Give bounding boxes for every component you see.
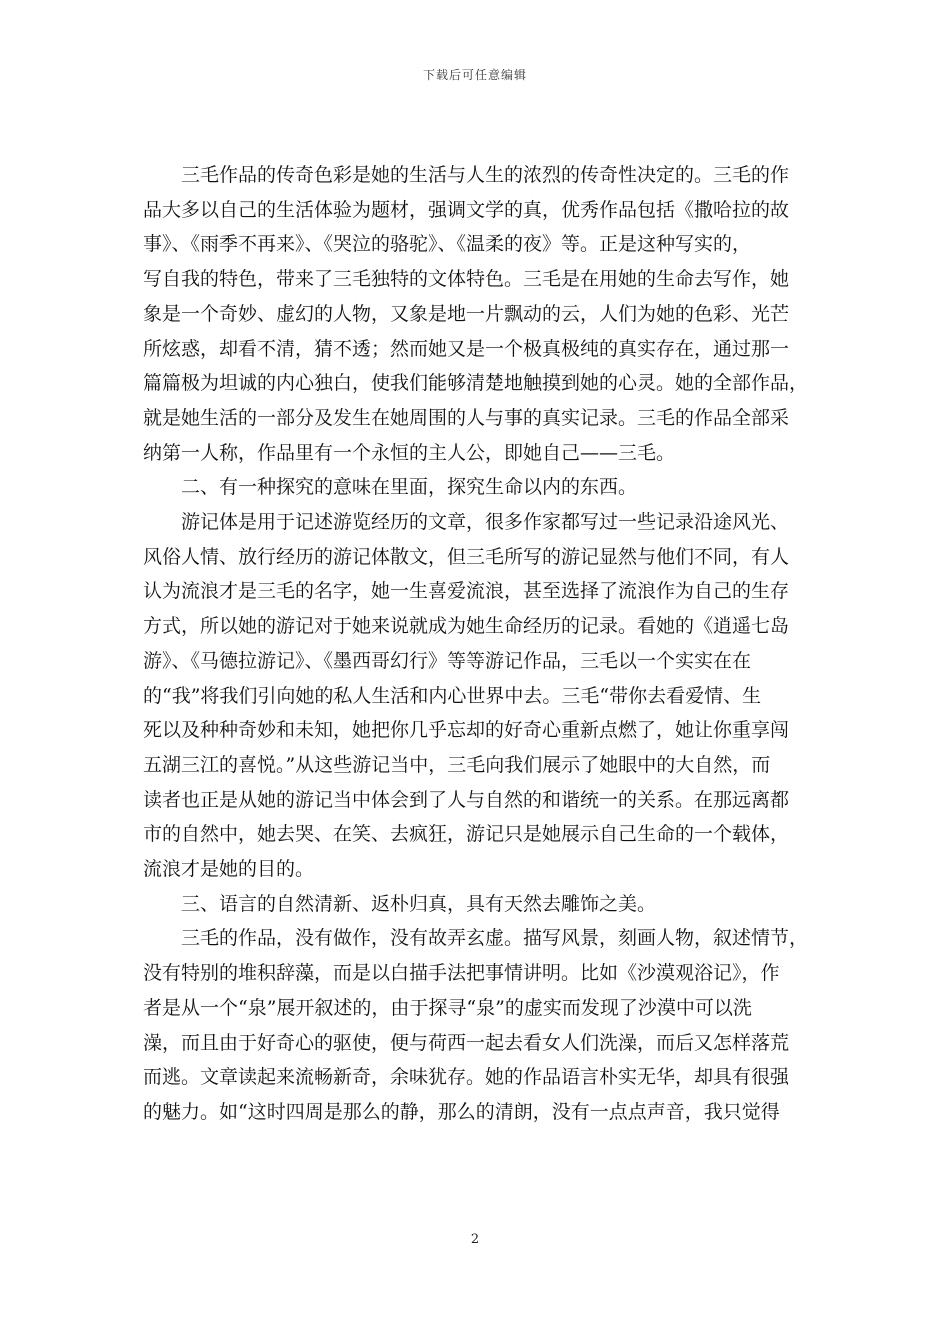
- paragraph-natural-language: 三毛的作品，没有做作，没有故弄玄虚。描写风景，刻画人物，叙述情节， 没有特别的堆积辞藻，而是以白描手法把事情讲明。比如《沙漠观浴记》，作 者是从一个“泉”展开叙述的，由于探寻“泉”的虚实而发现了沙漠中可以洗 澡，而且由于好奇心的驱使，便与荷西一起去看女人们洗澡，而后又怎样落荒 而逃。文章读起来流畅新奇，余味犹存。她的作品语言朴实无华，却具有很强 的魅力。如“这时四周是那么的静，那么的清朗，没有一点点声音，我只觉得: [143, 927, 809, 1123]
- page-header: 下载后可任意编辑: [422, 68, 527, 82]
- document-body: [143, 158, 819, 1130]
- paragraph-travel-writing: 游记体是用于记述游览经历的文章，很多作家都写过一些记录沿途风光、 风俗人情、放行经历的游记体散文，但三毛所写的游记显然与他们不同，有人 认为流浪才是三毛的名字，她一生喜爱流浪，甚至选择了流浪作为自己的生存 方式，所以她的游记对于她来说就成为她生命经历的记录。看她的《逍遥七岛 游》、《马德拉游记》、《墨西哥幻行》等等游记作品，三毛以一个实实在在 的“我”将我们引向她的私人生活和内心世界中去。三毛“带你去看爱情、生 死以及种种奇妙和未知，她把你几乎忘却的好奇心重新点燃了，她让你重享闯 五湖三江的喜悦。”从这些游记当中，三毛向我们展示了她眼中的大自然，而 读者也正是从她的游记当中体会到了人与自然的和谐统一的关系。在那远离都 市的自然中，她去哭、在笑、去疯狂，游记只是她展示自己生命的一个载体， 流浪才是她的目的。: [143, 511, 790, 881]
- page-number: 2: [470, 1232, 480, 1247]
- section-heading-three: 三、语言的自然清新、返朴归真，具有天然去雕饰之美。: [181, 892, 657, 915]
- section-heading-two: 二、有一种探究的意味在里面，探究生命以内的东西。: [181, 476, 638, 499]
- paragraph-sanmao-legend: 三毛作品的传奇色彩是她的生活与人生的浓烈的传奇性决定的。三毛的作 品大多以自己的生活体验为题材，强调文学的真，优秀作品包括《撒哈拉的故 事》、《雨季不再来》、《哭泣的骆驼》、《温柔的夜》等。正是这种写实的， 写自我的特色，带来了三毛独特的文体特色。三毛是在用她的生命去写作，她 象是一个奇妙、虚幻的人物，又象是地一片飘动的云，人们为她的色彩、光芒 所炫惑，却看不清，猜不透；然而她又是一个极真极纯的真实存在，通过那一 篇篇极为坦诚的内心独白，使我们能够清楚地触摸到她的心灵。她的全部作品， 就是她生活的一部分及发生在她周围的人与事的真实记录。三毛的作品全部采 纳第一人称，作品里有一个永恒的主人公，即她自己——三毛。: [143, 164, 809, 464]
